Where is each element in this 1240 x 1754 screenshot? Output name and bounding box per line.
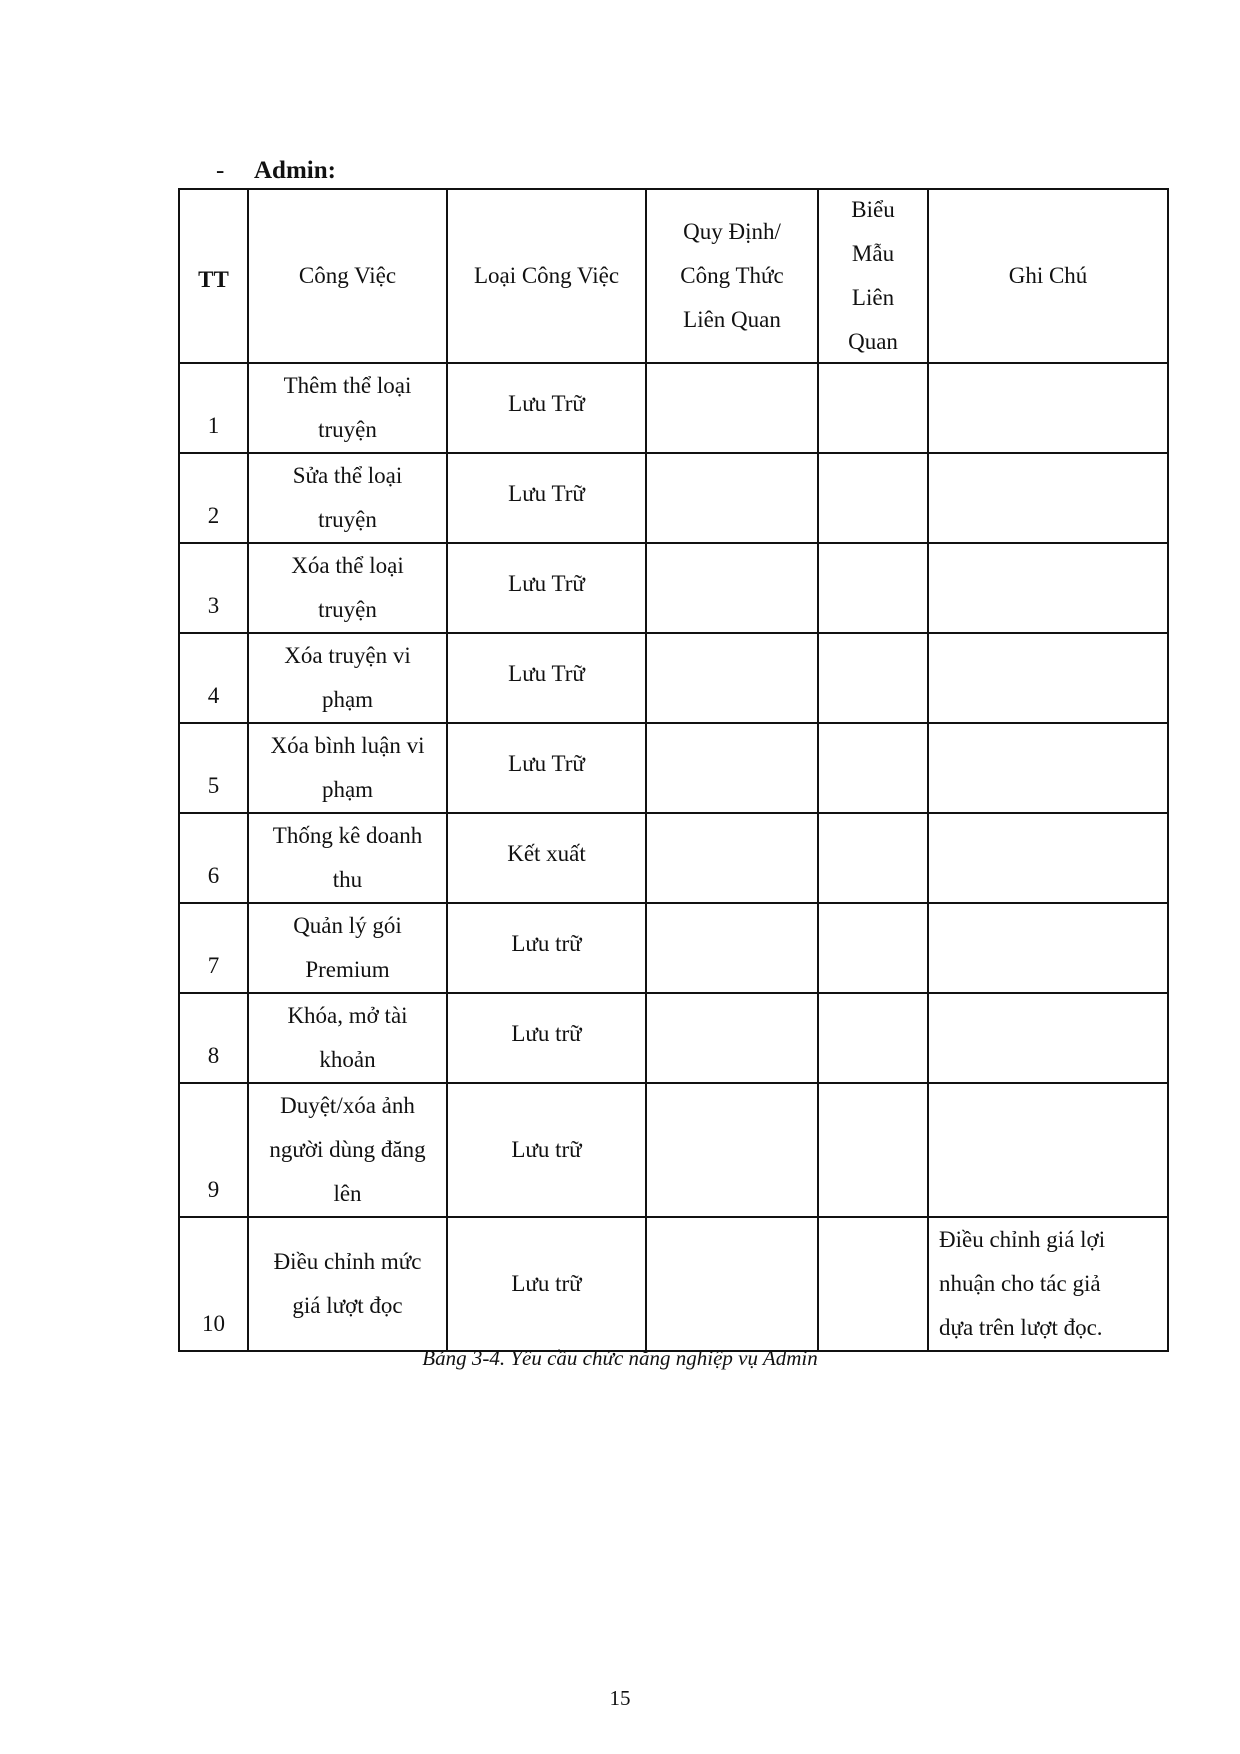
note-text: nhuận cho tác giả <box>939 1271 1101 1296</box>
work-text: khoản <box>319 1047 376 1072</box>
note-cell <box>928 903 1168 993</box>
row-number: 3 <box>179 543 248 633</box>
work-type-cell <box>447 1217 646 1351</box>
table-row <box>179 813 1168 903</box>
header-tt: TT <box>179 189 248 363</box>
bullet-dash: - <box>216 157 225 184</box>
work-text: người dùng đăng <box>269 1137 426 1162</box>
page-number: 15 <box>609 1686 631 1710</box>
table-row <box>179 543 1168 633</box>
work-text: thu <box>332 867 363 892</box>
table-row <box>179 723 1168 813</box>
regulation-cell <box>646 723 818 813</box>
work-type-text: Kết xuất <box>507 841 586 866</box>
work-type-cell <box>447 723 646 813</box>
regulation-cell <box>646 813 818 903</box>
work-cell <box>248 363 447 453</box>
work-text: Quản lý gói <box>293 913 402 938</box>
work-type-cell <box>447 1083 646 1217</box>
work-type-cell <box>447 363 646 453</box>
row-number: 7 <box>179 903 248 993</box>
regulation-cell <box>646 633 818 723</box>
work-text: truyện <box>318 597 377 622</box>
work-type-text: Lưu trữ <box>511 1271 582 1296</box>
work-text: lên <box>333 1181 362 1206</box>
work-type-cell <box>447 903 646 993</box>
work-cell <box>248 813 447 903</box>
work-text: Duyệt/xóa ảnh <box>280 1093 415 1118</box>
work-text: Xóa thể loại <box>291 553 404 578</box>
work-type-text: Lưu trữ <box>511 931 582 956</box>
work-cell <box>248 723 447 813</box>
row-number: 1 <box>179 363 248 453</box>
regulation-cell <box>646 453 818 543</box>
table-row <box>179 993 1168 1083</box>
work-type-text: Lưu Trữ <box>508 391 585 416</box>
note-cell <box>928 993 1168 1083</box>
work-cell <box>248 453 447 543</box>
row-number: 9 <box>179 1083 248 1217</box>
section-title: Admin: <box>254 157 336 184</box>
work-cell <box>248 633 447 723</box>
work-text: phạm <box>321 777 374 802</box>
work-text: Điều chỉnh mức <box>273 1249 422 1274</box>
work-text: phạm <box>321 687 374 712</box>
work-cell <box>248 903 447 993</box>
note-cell <box>928 1217 1168 1351</box>
work-type-cell <box>447 993 646 1083</box>
table-row <box>179 1217 1168 1351</box>
work-type-text: Lưu trữ <box>511 1137 582 1162</box>
work-text: Khóa, mở tài <box>287 1003 408 1028</box>
note-cell <box>928 363 1168 453</box>
table-row <box>179 633 1168 723</box>
table-body <box>179 363 1168 1351</box>
work-text: Premium <box>305 957 390 982</box>
work-text: truyện <box>318 507 377 532</box>
form-cell <box>818 363 928 453</box>
header-loai-cong-viec: Loại Công Việc <box>447 189 646 363</box>
note-cell <box>928 543 1168 633</box>
row-number: 6 <box>179 813 248 903</box>
form-cell <box>818 1217 928 1351</box>
work-text: truyện <box>318 417 377 442</box>
section-heading <box>216 156 336 186</box>
form-cell <box>818 813 928 903</box>
work-type-text: Lưu trữ <box>511 1021 582 1046</box>
table-header-row <box>179 189 1168 363</box>
table-caption: Bảng 3-4. Yêu cầu chức năng nghiệp vụ Admin <box>422 1346 818 1370</box>
work-text: Thêm thể loại <box>283 373 412 398</box>
row-number: 2 <box>179 453 248 543</box>
table-row <box>179 1083 1168 1217</box>
note-text: Điều chỉnh giá lợi <box>939 1227 1106 1252</box>
note-cell <box>928 453 1168 543</box>
regulation-cell <box>646 1217 818 1351</box>
form-cell <box>818 993 928 1083</box>
work-type-text: Lưu Trữ <box>508 661 585 686</box>
admin-requirements-table <box>178 188 1169 1352</box>
form-cell <box>818 633 928 723</box>
work-type-text: Lưu Trữ <box>508 481 585 506</box>
work-type-cell <box>447 543 646 633</box>
table-row <box>179 453 1168 543</box>
form-cell <box>818 903 928 993</box>
work-type-text: Lưu Trữ <box>508 751 585 776</box>
work-cell <box>248 1083 447 1217</box>
note-cell <box>928 813 1168 903</box>
work-text: Xóa truyện vi <box>284 643 411 668</box>
note-cell <box>928 1083 1168 1217</box>
work-type-cell <box>447 813 646 903</box>
work-cell <box>248 1217 447 1351</box>
note-cell <box>928 633 1168 723</box>
form-cell <box>818 543 928 633</box>
note-text: dựa trên lượt đọc. <box>939 1315 1103 1340</box>
form-cell <box>818 1083 928 1217</box>
header-ghi-chu: Ghi Chú <box>928 189 1168 363</box>
table-row <box>179 903 1168 993</box>
row-number: 5 <box>179 723 248 813</box>
work-text: Xóa bình luận vi <box>270 733 425 758</box>
form-cell <box>818 453 928 543</box>
header-bieu-mau: Biểu Mẫu Liên Quan <box>818 189 928 363</box>
regulation-cell <box>646 1083 818 1217</box>
regulation-cell <box>646 363 818 453</box>
work-text: Thống kê doanh <box>272 823 423 848</box>
row-number: 10 <box>179 1217 248 1351</box>
work-text: Sửa thể loại <box>292 463 403 488</box>
work-type-cell <box>447 453 646 543</box>
table-row <box>179 363 1168 453</box>
work-cell <box>248 993 447 1083</box>
work-type-cell <box>447 633 646 723</box>
work-text: giá lượt đọc <box>292 1293 403 1318</box>
row-number: 4 <box>179 633 248 723</box>
form-cell <box>818 723 928 813</box>
regulation-cell <box>646 993 818 1083</box>
header-cong-viec: Công Việc <box>248 189 447 363</box>
header-quy-dinh: Quy Định/ Công Thức Liên Quan <box>646 189 818 363</box>
regulation-cell <box>646 543 818 633</box>
regulation-cell <box>646 903 818 993</box>
row-number: 8 <box>179 993 248 1083</box>
note-cell <box>928 723 1168 813</box>
work-type-text: Lưu Trữ <box>508 571 585 596</box>
work-cell <box>248 543 447 633</box>
